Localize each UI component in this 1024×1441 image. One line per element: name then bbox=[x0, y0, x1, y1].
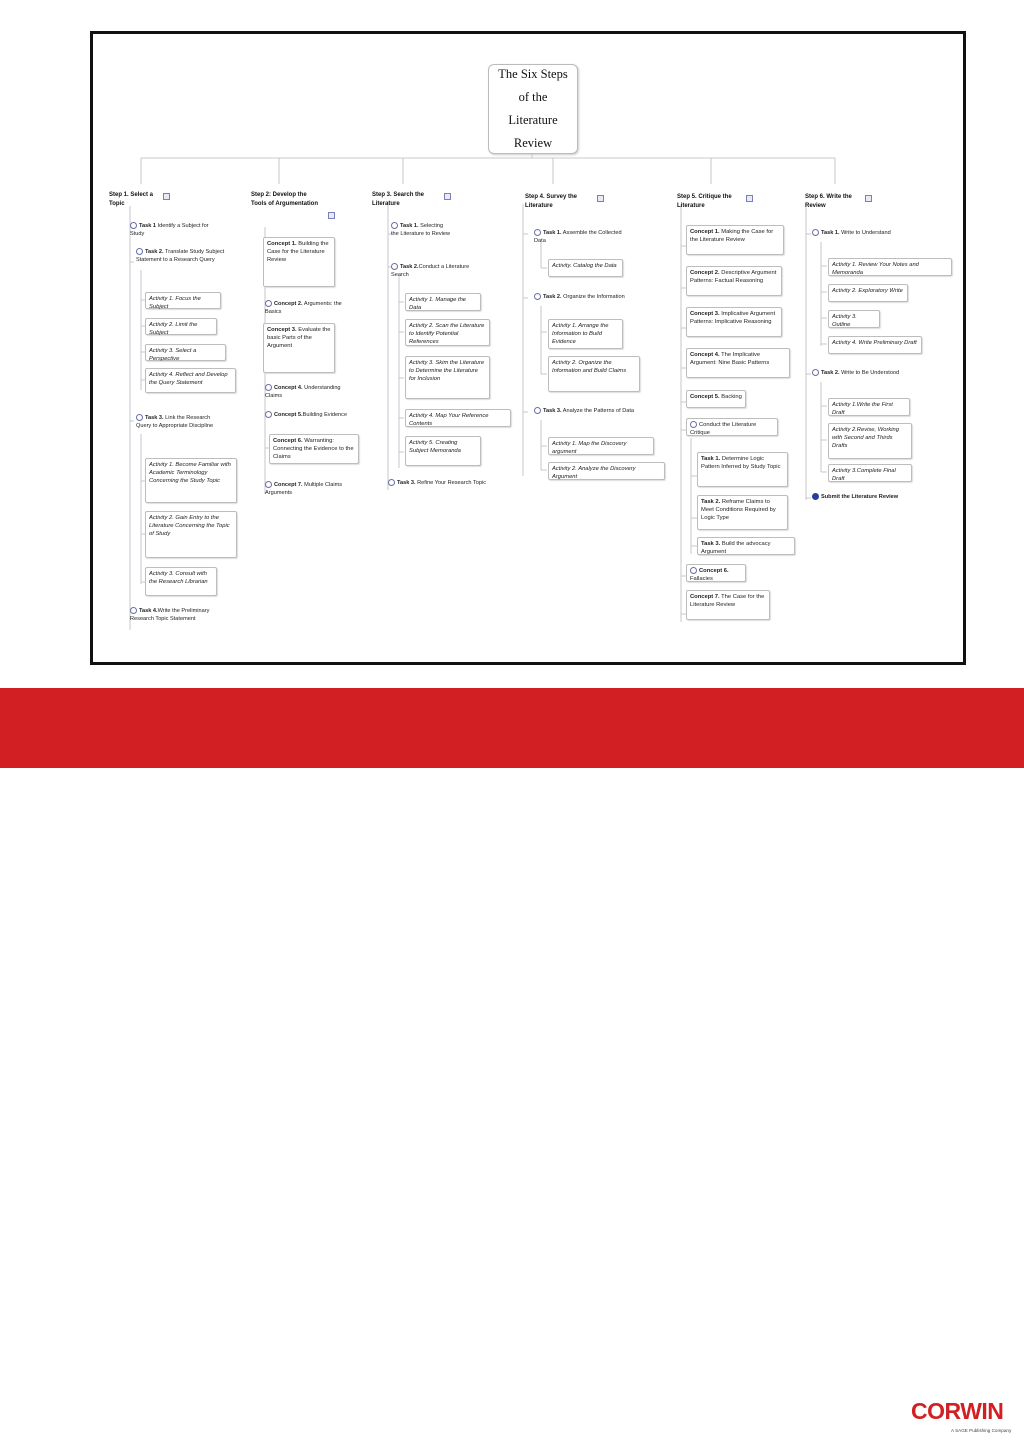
s5-concept-5[interactable]: Concept 5. Backing bbox=[686, 390, 746, 408]
s5-concept-4[interactable]: Concept 4. The Implicative Argument: Nine Basic Patterns bbox=[686, 348, 790, 378]
task-circle-icon[interactable] bbox=[388, 479, 395, 486]
s1-task-2[interactable]: Task 2. Translate Study Subject Statement to a Research Query bbox=[136, 249, 225, 263]
s4-t1-activity[interactable]: Activity. Catalog the Data bbox=[548, 259, 623, 277]
s6-task-1[interactable]: Task 1. Write to Understand bbox=[812, 229, 912, 237]
step-6-node[interactable] bbox=[805, 193, 869, 211]
s4-t3-activity-2[interactable]: Activity 2. Analyze the Discovery Argument bbox=[548, 462, 665, 480]
s1-task-4[interactable]: Task 4.Write the Preliminary Research Topic Statement bbox=[130, 608, 210, 622]
s1-t2-activity-3[interactable]: Activity 3. Select a Perspective bbox=[145, 344, 226, 361]
s6-t1-activity-2[interactable]: Activity 2. Exploratory Write bbox=[828, 284, 908, 302]
s1-t3-activity-2[interactable]: Activity 2. Gain Entry to the Literature Concerning the Topic of Study bbox=[145, 511, 237, 558]
s6-t2-activity-1[interactable]: Activity 1.Write the First Draft bbox=[828, 398, 910, 416]
s2-concept-7[interactable]: Concept 7. Multiple Claims Arguments bbox=[265, 482, 343, 496]
s3-task-1[interactable]: Task 1. Selecting the Literature to Review bbox=[391, 223, 451, 237]
s5-concept-2[interactable]: Concept 2. Descriptive Argument Patterns: Factual Reasoning bbox=[686, 266, 782, 296]
step-3-label: Step 3. Search the Literature bbox=[372, 192, 425, 207]
task-circle-icon[interactable] bbox=[130, 607, 137, 614]
s6-t2-activity-2[interactable]: Activity 2.Revise, Working with Second and Thirds Drafts bbox=[828, 423, 912, 459]
step-3-node[interactable] bbox=[372, 191, 442, 209]
s3-t2-activity-1[interactable]: Activity 1. Manage the Data bbox=[405, 293, 481, 311]
s4-task-2[interactable]: Task 2. Organize the Information bbox=[534, 293, 634, 301]
step-2-label: Step 2: Develop the Tools of Argumentation bbox=[251, 192, 318, 207]
expand-toggle-icon[interactable] bbox=[328, 212, 335, 219]
step-4-label: Step 4. Survey the Literature bbox=[525, 194, 578, 209]
task-circle-icon[interactable] bbox=[391, 263, 398, 270]
s6-t2-activity-3[interactable]: Activity 3.Complete Final Draft bbox=[828, 464, 912, 482]
s1-t2-activity-1[interactable]: Activity 1. Focus the Subject bbox=[145, 292, 221, 309]
expand-toggle-icon[interactable] bbox=[444, 193, 451, 200]
task-circle-icon[interactable] bbox=[534, 407, 541, 414]
footer-bar bbox=[0, 688, 1024, 1433]
s5-critique-task-3[interactable]: Task 3. Build the advocacy Argument bbox=[697, 537, 795, 555]
s4-t3-activity-1[interactable]: Activity 1. Map the Discovery argument bbox=[548, 437, 654, 455]
s3-t2-activity-5[interactable]: Activity 5. Creating Subject Memoranda bbox=[405, 436, 481, 466]
s1-t3-activity-1[interactable]: Activity 1. Become Familiar with Academic Terminology Concerning the Study Topic bbox=[145, 458, 237, 503]
s5-concept-7[interactable]: Concept 7. The Case for the Literature Review bbox=[686, 590, 770, 620]
s2-concept-1[interactable]: Concept 1. Building the Case for the Literature Review bbox=[263, 237, 335, 287]
s1-task-3[interactable]: Task 3. Link the Research Query to Appropriate Discipline bbox=[136, 415, 214, 429]
expand-toggle-icon[interactable] bbox=[746, 195, 753, 202]
s1-t2-activity-4[interactable]: Activity 4. Reflect and Develop the Query Statement bbox=[145, 368, 236, 393]
s5-critique-task-2[interactable]: Task 2. Reframe Claims to Meet Conditions Required by Logic Type bbox=[697, 495, 788, 530]
s1-task-1[interactable]: Task 1 Identify a Subject for Study bbox=[130, 223, 209, 237]
s2-concept-6[interactable]: Concept 6. Warranting: Connecting the Evidence to the Claims bbox=[269, 434, 359, 464]
s2-concept-5[interactable]: Concept 5.Building Evidence bbox=[265, 411, 355, 419]
s4-task-3[interactable]: Task 3. Analyze the Patterns of Data bbox=[534, 407, 634, 415]
step-6-label: Step 6. Write the Review bbox=[805, 194, 852, 209]
task-circle-icon[interactable] bbox=[690, 567, 697, 574]
task-circle-icon[interactable] bbox=[136, 414, 143, 421]
mind-map-frame bbox=[90, 31, 966, 665]
s5-concept-6[interactable]: Concept 6. Fallacies bbox=[686, 564, 746, 582]
s6-t1-activity-4[interactable]: Activity 4. Write Preliminary Draft bbox=[828, 336, 922, 354]
s5-critique[interactable]: Conduct the Literature Critique bbox=[686, 418, 778, 436]
logo-wordmark: CORWIN bbox=[911, 1398, 1004, 1424]
s3-t2-activity-4[interactable]: Activity 4. Map Your Reference Contents bbox=[405, 409, 511, 427]
task-circle-icon[interactable] bbox=[265, 300, 272, 307]
task-circle-icon[interactable] bbox=[391, 222, 398, 229]
s2-concept-2[interactable]: Concept 2. Arguments: the Basics bbox=[265, 301, 342, 315]
step-5-label: Step 5. Critique the Literature bbox=[677, 194, 732, 209]
s3-t2-activity-2[interactable]: Activity 2. Scan the Literature to Identify Potential References bbox=[405, 319, 490, 346]
task-circle-icon[interactable] bbox=[265, 481, 272, 488]
s5-critique-task-1[interactable]: Task 1. Determine Logic Pattern Inferred by Study Topic bbox=[697, 452, 788, 487]
checked-circle-icon[interactable] bbox=[812, 493, 819, 500]
s4-task-1[interactable]: Task 1. Assemble the Collected Data bbox=[534, 230, 622, 244]
task-circle-icon[interactable] bbox=[812, 369, 819, 376]
title-line-3: Literature Review bbox=[508, 113, 558, 150]
s4-t2-activity-2[interactable]: Activity 2. Organize the Information and Build Claims bbox=[548, 356, 640, 392]
s5-concept-1[interactable]: Concept 1. Making the Case for the Literature Review bbox=[686, 225, 784, 255]
task-circle-icon[interactable] bbox=[690, 421, 697, 428]
s3-task-2[interactable]: Task 2.Conduct a Literature Search bbox=[391, 264, 470, 278]
task-circle-icon[interactable] bbox=[130, 222, 137, 229]
s6-submit[interactable]: Submit the Literature Review bbox=[812, 493, 916, 501]
logo-tagline: A SAGE Publishing Company bbox=[951, 1428, 1012, 1433]
title-line-2: of the bbox=[518, 90, 548, 104]
step-4-node[interactable] bbox=[525, 193, 599, 211]
s5-concept-3[interactable]: Concept 3. Implicative Argument Patterns: Implicative Reasoning bbox=[686, 307, 782, 337]
s4-t2-activity-1[interactable]: Activity 1. Arrange the Information to Build Evidence bbox=[548, 319, 623, 349]
step-5-node[interactable] bbox=[677, 193, 751, 211]
central-topic[interactable] bbox=[488, 64, 578, 154]
task-circle-icon[interactable] bbox=[136, 248, 143, 255]
s1-t2-activity-2[interactable]: Activity 2. Limit the Subject bbox=[145, 318, 217, 335]
expand-toggle-icon[interactable] bbox=[597, 195, 604, 202]
task-circle-icon[interactable] bbox=[265, 411, 272, 418]
step-2-node[interactable] bbox=[251, 191, 323, 209]
expand-toggle-icon[interactable] bbox=[865, 195, 872, 202]
task-circle-icon[interactable] bbox=[534, 293, 541, 300]
s2-concept-3[interactable]: Concept 3. Evaluate the basic Parts of the Argument bbox=[263, 323, 335, 373]
title-line-1: The Six Steps bbox=[498, 67, 568, 81]
task-circle-icon[interactable] bbox=[265, 384, 272, 391]
step-1-label: Step 1. Select a Topic bbox=[109, 192, 154, 207]
s3-task-3[interactable]: Task 3. Refine Your Research Topic bbox=[388, 479, 488, 487]
task-circle-icon[interactable] bbox=[812, 229, 819, 236]
expand-toggle-icon[interactable] bbox=[163, 193, 170, 200]
s3-t2-activity-3[interactable]: Activity 3. Skim the Literature to Determine the Literature for Inclusion bbox=[405, 356, 490, 399]
task-circle-icon[interactable] bbox=[534, 229, 541, 236]
s6-task-2[interactable]: Task 2. Write to Be Understood bbox=[812, 369, 912, 377]
s6-t1-activity-3[interactable]: Activity 3. Outline bbox=[828, 310, 880, 328]
s1-t3-activity-3[interactable]: Activity 3. Consult with the Research Librarian bbox=[145, 567, 217, 596]
s2-concept-4[interactable]: Concept 4. Understanding Claims bbox=[265, 385, 341, 399]
step-1-node[interactable] bbox=[109, 191, 169, 209]
s6-t1-activity-1[interactable]: Activity 1. Review Your Notes and Memoranda bbox=[828, 258, 952, 276]
corwin-logo[interactable] bbox=[903, 1395, 1018, 1441]
